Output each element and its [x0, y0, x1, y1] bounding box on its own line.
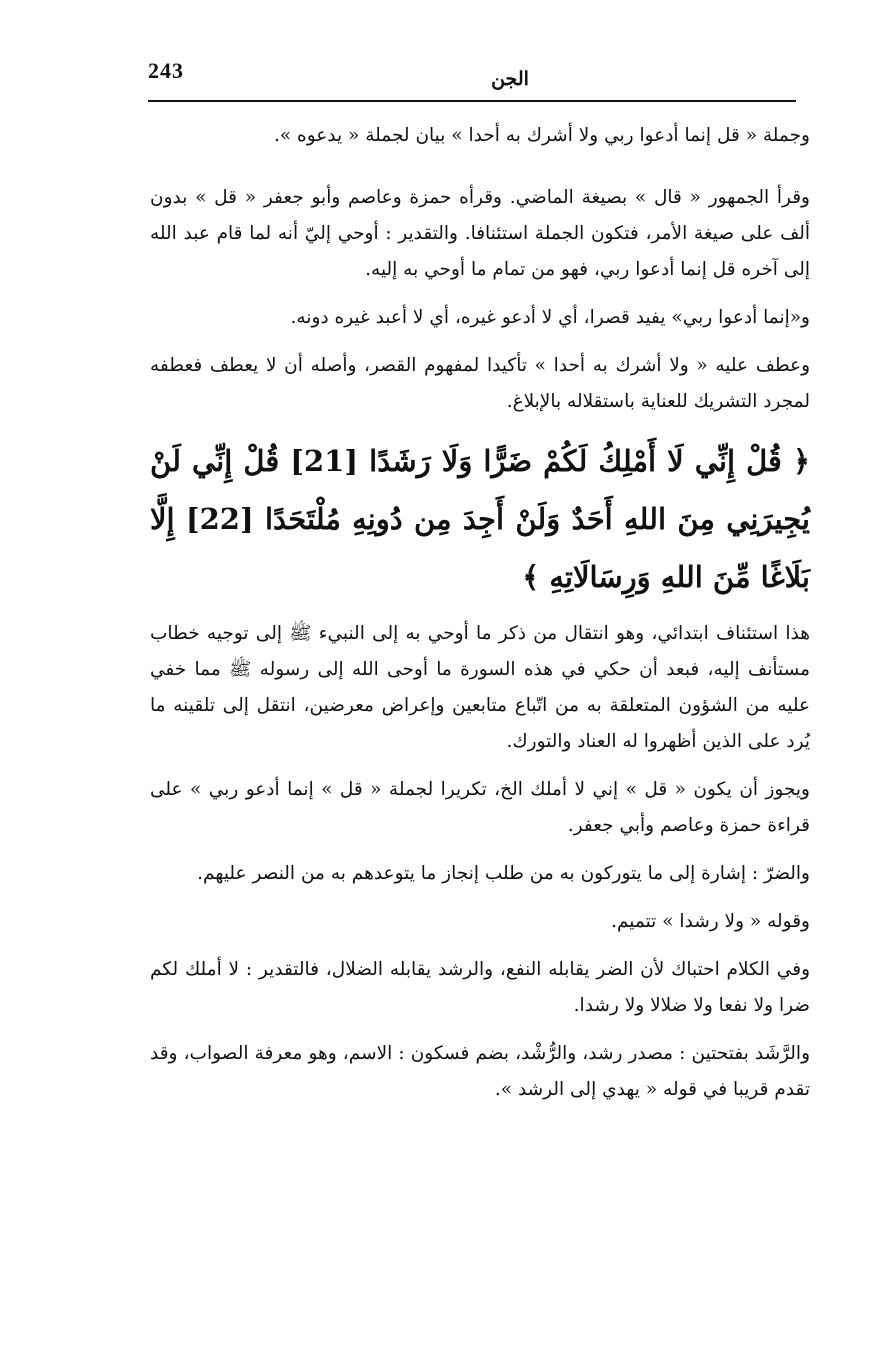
paragraph-1: وجملة « قل إنما أدعوا ربي ولا أشرك به أحدا » بيان لجملة « يدعوه ».	[273, 125, 810, 146]
commentary-3: والضرّ : إشارة إلى ما يتوركون به من طلب إنجاز ما يتوعدهم به من النصر عليهم.	[197, 863, 810, 884]
commentary-4: وقوله « ولا رشدا » تتميم.	[611, 911, 810, 932]
page-number: 243	[148, 58, 184, 83]
commentary-2: ويجوز أن يكون « قل » إني لا أملك الخ، تكريرا لجملة « قل » إنما أدعو ربي » على قراءة حمزة وعاصم وأبي جعفر.	[150, 779, 810, 836]
paragraph-4: وعطف عليه « ولا أشرك به أحدا » تأكيدا لمفهوم القصر، وأصله أن لا يعطف فعطفه لمجرد التشريك للعناية باستقلاله بالإبلاغ.	[150, 355, 810, 412]
commentary-1: هذا استئناف ابتدائي، وهو انتقال من ذكر ما أوحي به إلى النبيء ﷺ إلى توجيه خطاب مستأنف إليه، فبعد أن حكي في هذه السورة ما أوحى الله إلى رسوله ﷺ مما خفي عليه من الشؤون المتعلقة به من اتّباع متابعين وإعراض معرضين، انتقل إلى تلقينه ما يُرد على الذين أظهروا له العناد والتورك.	[150, 623, 810, 752]
commentary-6: والرَّشَد بفتحتين : مصدر رشد، والرُّشْد، بضم فسكون : الاسم، وهو معرفة الصواب، وقد تقدم قريبا في قوله « يهدي إلى الرشد ».	[150, 1043, 810, 1100]
paragraph-2: وقرأ الجمهور « قال » بصيغة الماضي. وقرأه حمزة وعاصم وأبو جعفر « قل » بدون ألف على صيغة الأمر، فتكون الجملة استئنافا. والتقدير : أوحي إليّ أنه لما قام عبد الله إلى آخره قل إنما أدعوا ربي، فهو من تمام ما أوحي به إليه.	[150, 187, 810, 280]
quran-verse: ﴿ قُلْ إِنِّي لَا أَمْلِكُ لَكُمْ ضَرًّا وَلَا رَشَدًا [21] قُلْ إِنِّي لَنْ يُجِيرَنِي مِنَ اللهِ أَحَدٌ وَلَنْ أَجِدَ مِن دُونِهِ مُلْتَحَدًا [22] إِلَّا بَلَاغًا مِّنَ اللهِ وَرِسَالَاتِهِ ﴾	[150, 444, 810, 594]
commentary-5: وفي الكلام احتباك لأن الضر يقابله النفع، والرشد يقابله الضلال، فالتقدير : لا أملك لكم ضرا ولا نفعا ولا ضلالا ولا رشدا.	[150, 959, 810, 1016]
page-body	[150, 118, 810, 1120]
paragraph-3: و«إنما أدعوا ربي» يفيد قصرا، أي لا أدعو غيره، أي لا أعبد غيره دونه.	[290, 307, 810, 328]
header-divider	[148, 100, 796, 102]
running-title: الجن	[491, 68, 529, 90]
